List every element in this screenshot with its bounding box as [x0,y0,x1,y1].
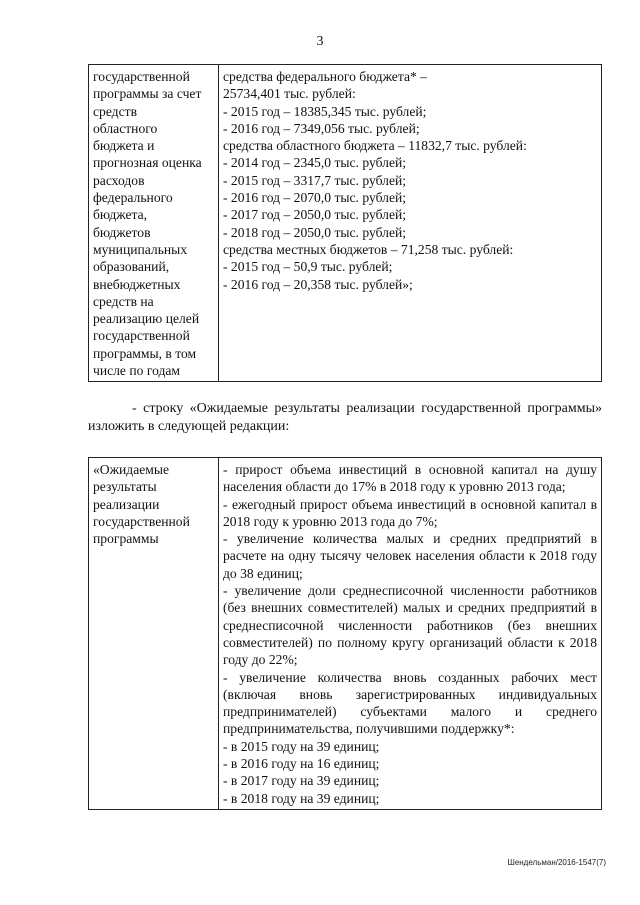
result-item: - ежегодный прирост объема инвестиций в основной капитал в 2018 году к уровню 2013 года до 7%; [223,496,597,529]
label-line: федерального [93,190,173,206]
label-line: реализации [93,496,160,512]
value-line: - 2015 год – 50,9 тыс. рублей; [223,259,393,275]
label-line: числе по годам [93,363,181,379]
label-line: муниципальных [93,241,188,257]
label-line: реализацию целей [93,311,200,327]
label-line: средств на [93,293,154,309]
value-line: средства федерального бюджета* – [223,69,427,84]
label-line: прогнозная оценка [93,155,202,171]
result-item: - увеличение количества малых и средних предприятий в расчете на одну тысячу человек населения области к 2018 году до 38 единиц; [223,531,597,581]
label-line: государственной [93,69,190,84]
label-line: бюджетов [93,224,151,240]
label-line: программы [93,531,159,547]
page-number: 3 [316,34,324,49]
label-line: внебюджетных [93,276,181,292]
results-values-cell [219,458,602,810]
value-line: - 2015 год – 3317,7 тыс. рублей; [223,172,407,188]
label-line: расходов [93,172,145,188]
result-item: - в 2018 году на 39 единиц; [223,790,380,806]
label-line: государственной [93,328,190,344]
instruction-paragraph: - строку «Ожидаемые результаты реализации государственной программы» изложить в следующей редакции: [88,401,602,434]
result-item: - увеличение количества вновь созданных рабочих мест (включая вновь зарегистрированных индивидуальных предпринимателей) субъектами малого и среднего предпринимательства, получившими поддержку*: [223,669,597,737]
value-line: - 2016 год – 2070,0 тыс. рублей; [223,190,407,206]
funding-label-cell [89,65,219,382]
funding-values-cell [219,65,602,382]
label-line: бюджета и [93,138,155,154]
label-line: средств [93,103,137,119]
label-line: государственной [93,513,190,529]
value-line: - 2016 год – 7349,056 тыс. рублей; [223,120,420,136]
value-line: - 2015 год – 18385,345 тыс. рублей; [223,103,427,119]
result-item: - в 2017 году на 39 единиц; [223,773,380,789]
expected-results-table [88,457,602,810]
result-item: - в 2016 году на 16 единиц; [223,756,380,772]
document-code: Шендельман/2016-1547(7) [507,858,606,867]
funding-table [88,64,602,382]
value-line: средства местных бюджетов – 71,258 тыс. рублей: [223,241,514,257]
table-row [89,65,602,382]
value-line: - 2014 год – 2345,0 тыс. рублей; [223,155,407,171]
table-row [89,458,602,810]
label-line: «Ожидаемые [93,462,170,477]
value-line: - 2016 год – 20,358 тыс. рублей»; [223,276,413,292]
value-line: - 2017 год – 2050,0 тыс. рублей; [223,207,407,223]
label-line: бюджета, [93,207,148,223]
result-item: - в 2015 году на 39 единиц; [223,738,380,754]
label-line: областного [93,120,158,136]
label-line: программы за счет [93,86,202,102]
result-item: - прирост объема инвестиций в основной капитал на душу населения области до 17% в 2018 году к уровню 2013 года; [223,462,597,495]
value-line: - 2018 год – 2050,0 тыс. рублей; [223,224,407,240]
label-line: результаты [93,479,157,495]
label-line: образований, [93,259,170,275]
label-line: программы, в том [93,345,197,361]
results-label-cell [89,458,219,810]
value-line: 25734,401 тыс. рублей: [223,86,356,102]
result-item: - увеличение доли среднесписочной численности работников (без внешних совместителей) малых и средних предприятий в среднесписочной численности работников (без внешних совместителей) по полному кругу организаций области к 2018 году до 22%; [223,583,597,668]
value-line: средства областного бюджета – 11832,7 тыс. рублей: [223,138,527,154]
